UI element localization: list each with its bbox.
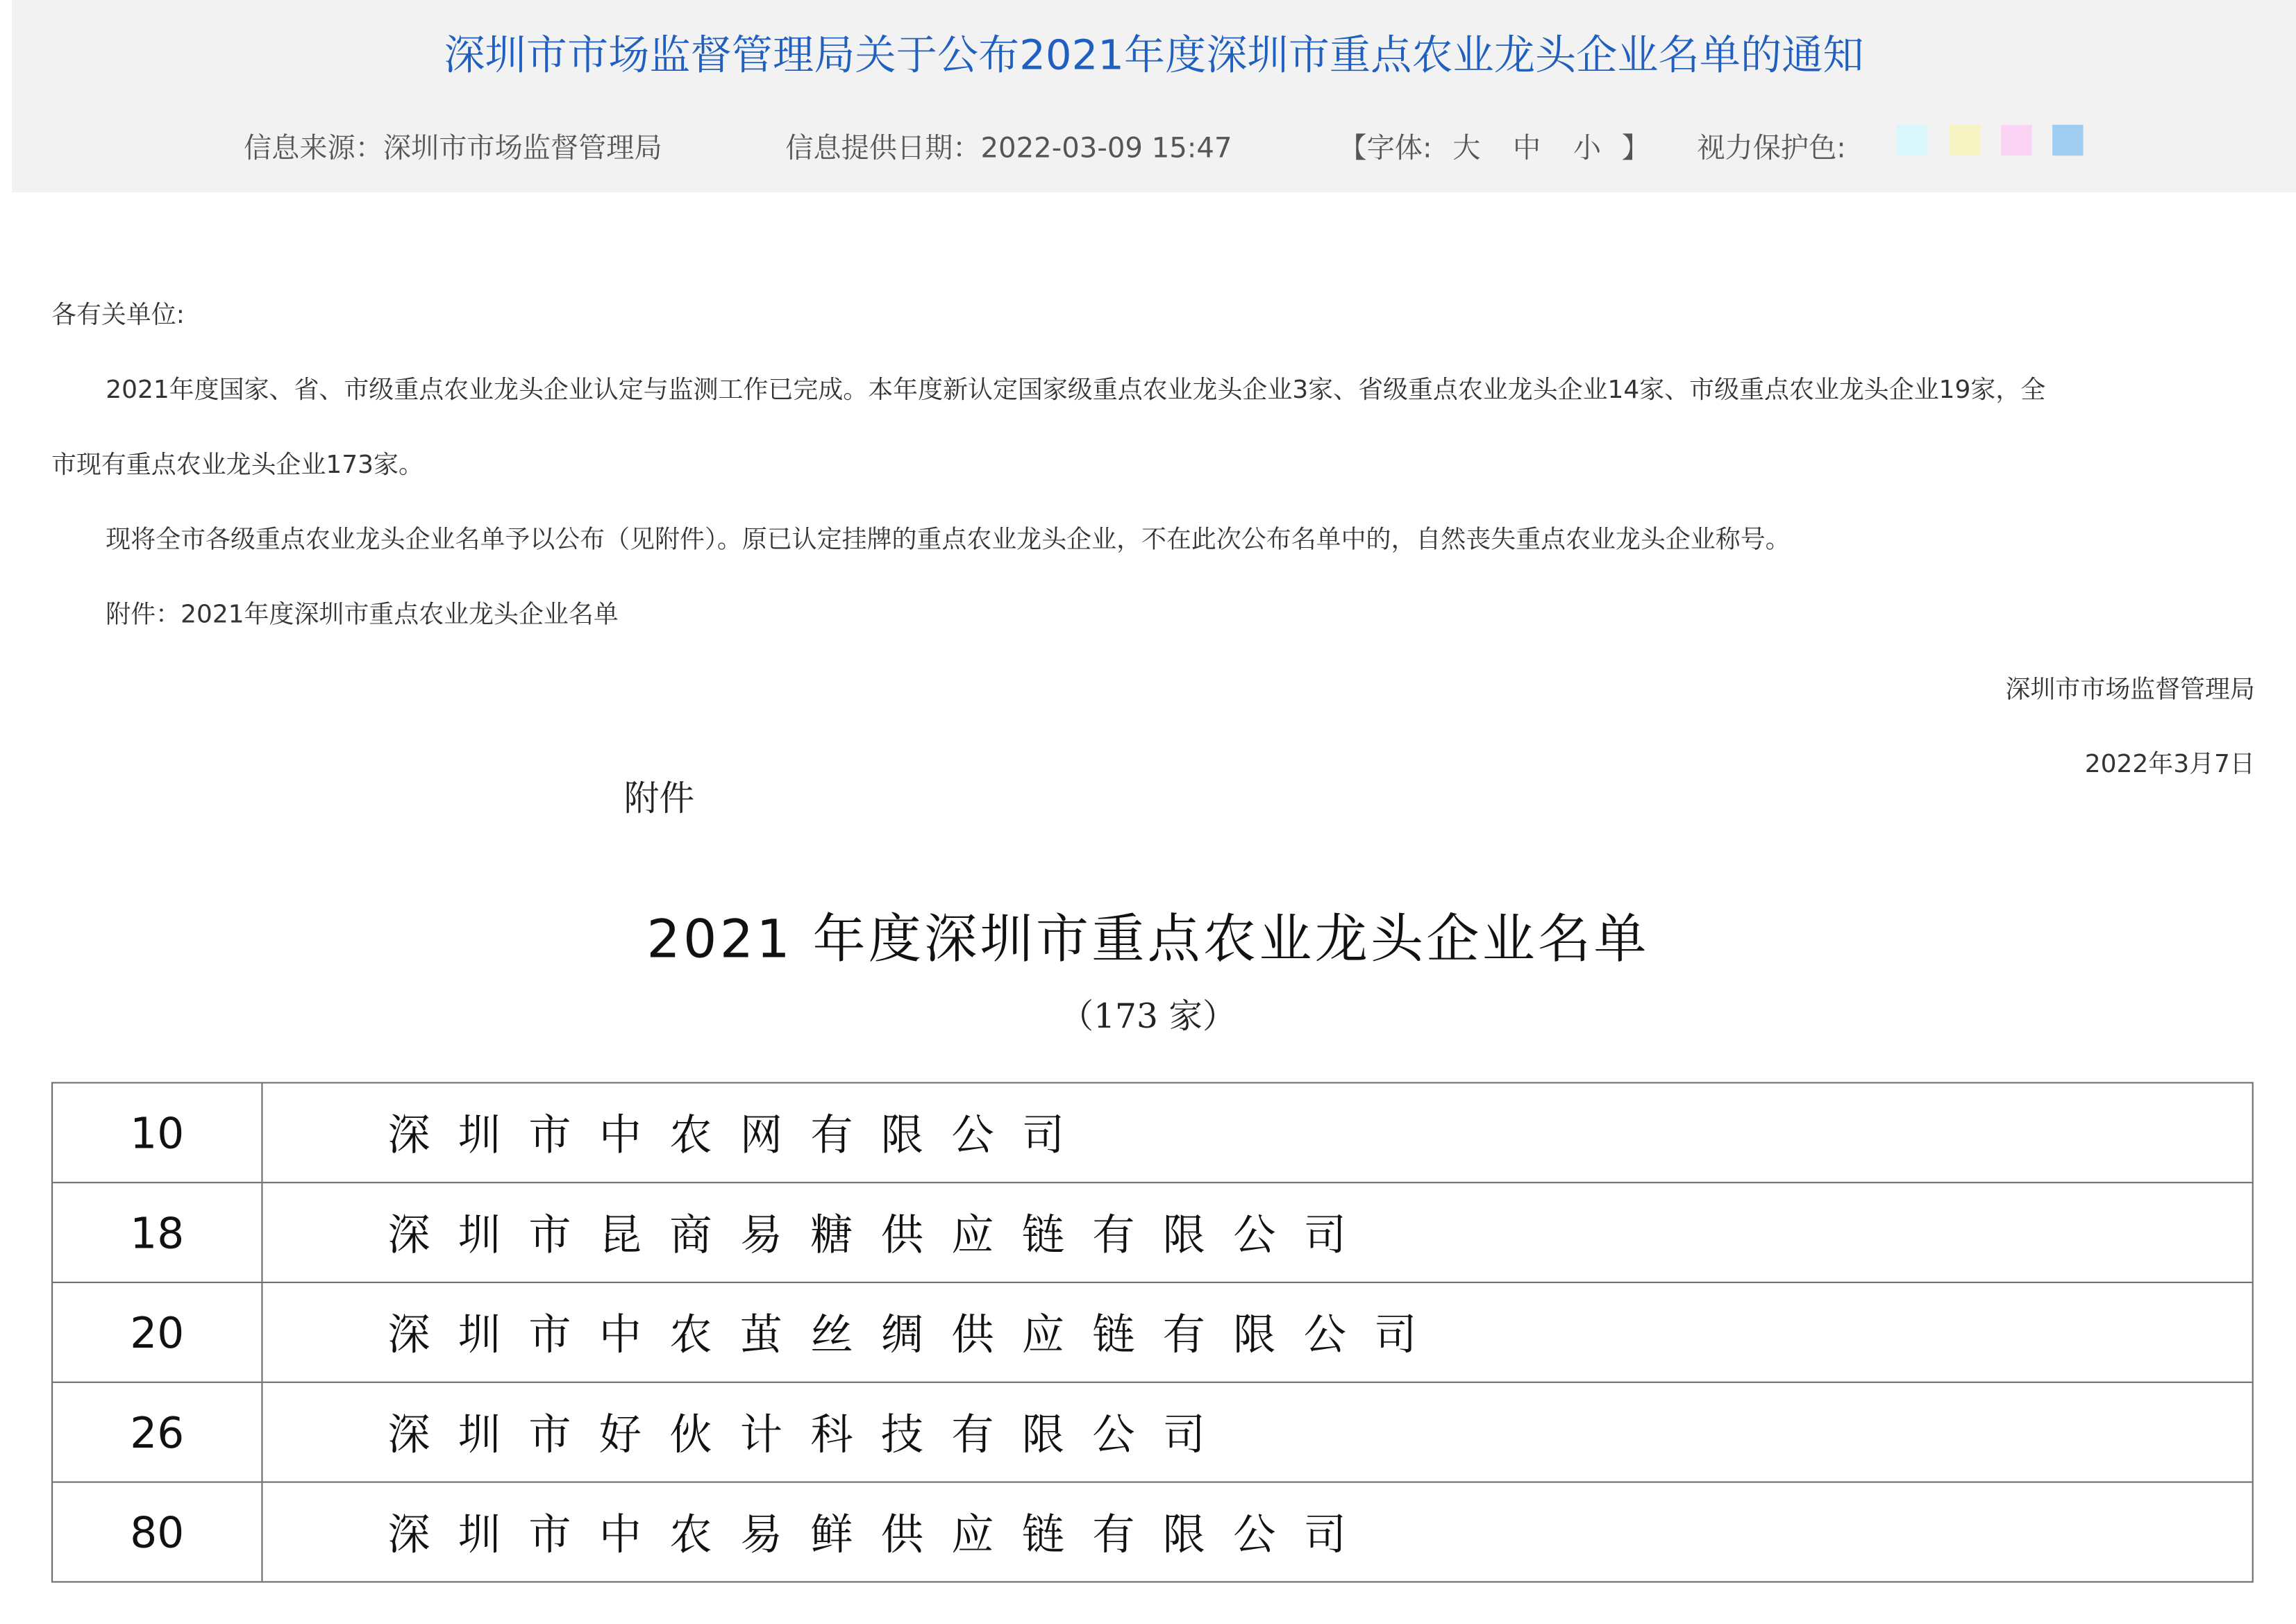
font-medium-button[interactable]: 中 bbox=[1513, 132, 1541, 165]
enterprise-name: 深圳市中农茧丝绸供应链有限公司 bbox=[387, 1309, 1445, 1360]
eye-color-cyan-swatch[interactable] bbox=[1897, 125, 1927, 156]
info-date: 信息提供日期：2022-03-09 15:47 bbox=[785, 132, 1232, 165]
eye-protection-label: 视力保护色: bbox=[1697, 132, 1846, 165]
info-source: 信息来源：深圳市市场监督管理局 bbox=[244, 132, 662, 165]
eye-color-pink-swatch[interactable] bbox=[2001, 125, 2031, 156]
table-row bbox=[53, 1383, 2252, 1483]
font-label-open: 【字体: bbox=[1339, 132, 1432, 165]
font-size-control bbox=[1339, 126, 1650, 166]
paragraph-2: 现将全市各级重点农业龙头企业名单予以公布（见附件）。原已认定挂牌的重点农业龙头企业，不在此次公布名单中的，自然丧失重点农业龙头企业称号。 bbox=[106, 525, 1791, 555]
table-row bbox=[53, 1084, 2252, 1184]
font-small-button[interactable]: 小 bbox=[1573, 132, 1602, 165]
row-number: 10 bbox=[53, 1084, 262, 1182]
eye-color-blue-swatch[interactable] bbox=[2052, 125, 2083, 156]
paragraph-1-line-2: 市现有重点农业龙头企业173家。 bbox=[51, 451, 424, 480]
signature: 深圳市市场监督管理局 bbox=[2005, 675, 2255, 705]
enterprise-name: 深圳市中农网有限公司 bbox=[387, 1110, 1093, 1160]
font-large-button[interactable]: 大 bbox=[1452, 132, 1481, 165]
row-number: 18 bbox=[53, 1183, 262, 1282]
font-label-close: 】 bbox=[1621, 132, 1650, 165]
paragraph-1-line-1: 2021年度国家、省、市级重点农业龙头企业认定与监测工作已完成。本年度新认定国家级重点农业龙头企业3家、省级重点农业龙头企业14家、市级重点农业龙头企业19家，全 bbox=[106, 376, 2046, 405]
enterprise-name: 深圳市昆商易糖供应链有限公司 bbox=[387, 1209, 1375, 1260]
list-title: 2021 年度深圳市重点农业龙头企业名单 bbox=[646, 910, 1650, 971]
row-number: 20 bbox=[53, 1283, 262, 1382]
table-row bbox=[53, 1283, 2252, 1383]
table-row bbox=[53, 1183, 2252, 1283]
attachment-line: 附件：2021年度深圳市重点农业龙头企业名单 bbox=[106, 600, 619, 630]
enterprise-name: 深圳市好伙计科技有限公司 bbox=[387, 1409, 1234, 1459]
article-header bbox=[12, 0, 2296, 192]
salutation: 各有关单位: bbox=[51, 301, 185, 330]
sign-date: 2022年3月7日 bbox=[2084, 750, 2255, 780]
list-count: （173 家） bbox=[1059, 998, 1237, 1037]
enterprise-name: 深圳市中农易鲜供应链有限公司 bbox=[387, 1509, 1375, 1559]
row-number: 80 bbox=[53, 1483, 262, 1582]
page-title: 深圳市市场监督管理局关于公布2021年度深圳市重点农业龙头企业名单的通知 bbox=[444, 31, 1864, 80]
attachment-heading: 附件 bbox=[623, 778, 695, 819]
enterprise-table bbox=[51, 1082, 2254, 1582]
row-number: 26 bbox=[53, 1383, 262, 1482]
eye-color-yellow-swatch[interactable] bbox=[1950, 125, 1980, 156]
table-row bbox=[53, 1483, 2252, 1582]
